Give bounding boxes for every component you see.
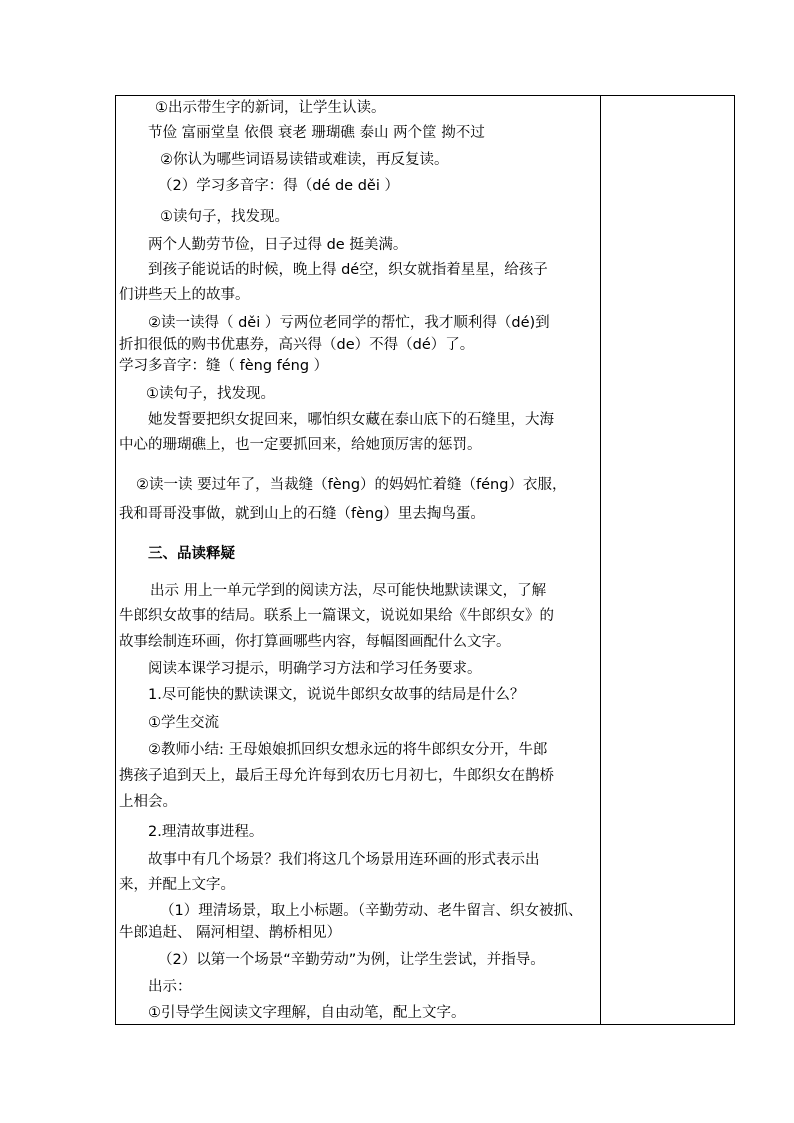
text-line: 阅读本课学习提示，明确学习方法和学习任务要求。 [148, 661, 482, 677]
text-line: 出示 用上一单元学到的阅读方法，尽可能快地默读课文，了解 [150, 583, 547, 599]
text-line: 两个人勤劳节俭，日子过得 de 挺美满。 [148, 237, 408, 253]
text-line: 学习多音字：缝（ fèng féng ） [119, 358, 329, 374]
text-line: （2）以第一个场景“辛勤劳动”为例，让学生尝试，并指导。 [158, 952, 545, 968]
text-line: （1）理清场景，取上小标题。（辛勤劳动、老牛留言、织女被抓、 [160, 903, 583, 919]
text-line: 她发誓要把织女捉回来，哪怕织女藏在泰山底下的石缝里，大海 [148, 412, 554, 428]
text-line: ①读句子，找发现。 [160, 209, 289, 225]
text-line: 节俭 富丽堂皇 依偎 衰老 珊瑚礁 泰山 两个筐 拗不过 [148, 125, 485, 141]
text-line: 携孩子追到天上，最后王母允许每到农历七月初七，牛郎织女在鹊桥 [119, 768, 554, 784]
text-line: （2）学习多音字：得（dé de děi ） [158, 178, 399, 194]
text-line: 2.理清故事进程。 [148, 824, 264, 840]
notes-cell [601, 96, 734, 1024]
text-line: ②读一读 要过年了，当裁缝（fèng）的妈妈忙着缝（féng）衣服， [136, 477, 567, 493]
text-line: 上相会。 [119, 794, 177, 810]
text-line: 牛郎织女故事的结局。联系上一篇课文，说说如果给《牛郎织女》的 [119, 608, 554, 624]
lesson-plan-table [115, 95, 735, 1025]
text-line: 我和哥哥没事做，就到山上的石缝（fèng）里去掏鸟蛋。 [119, 506, 485, 522]
text-line: ②读一读得（ děi ）亏两位老同学的帮忙，我才顺利得（dé)到 [148, 315, 550, 331]
text-line: 1.尽可能快的默读课文，说说牛郎织女故事的结局是什么？ [148, 687, 525, 703]
section-heading: 三、品读释疑 [148, 546, 235, 562]
text-line: 折扣很低的购书优惠券，高兴得（de）不得（dé）了。 [119, 337, 475, 353]
text-line: 出示： [148, 979, 192, 995]
text-line: ①学生交流 [148, 715, 219, 731]
text-line: 中心的珊瑚礁上，也一定要抓回来，给她顶厉害的惩罚。 [119, 437, 482, 453]
text-line: ①读句子，找发现。 [146, 386, 275, 402]
text-line: ②教师小结: 王母娘娘抓回织女想永远的将牛郎织女分开，牛郎 [148, 742, 548, 758]
lesson-content-cell [116, 96, 600, 1024]
text-line: ②你认为哪些词语易读错或难读，再反复读。 [160, 152, 449, 168]
text-line: ①出示带生字的新词，让学生认读。 [155, 100, 386, 116]
text-line: 到孩子能说话的时候，晚上得 dé空，织女就指着星星，给孩子 [148, 262, 548, 278]
text-line: 故事绘制连环画，你打算画哪些内容，每幅图画配什么文字。 [119, 634, 511, 650]
text-line: ①引导学生阅读文字理解，自由动笔，配上文字。 [148, 1005, 466, 1021]
text-line: 们讲些天上的故事。 [119, 287, 250, 303]
text-line: 来，并配上文字。 [119, 877, 235, 893]
text-line: 故事中有几个场景？我们将这几个场景用连环画的形式表示出 [148, 852, 540, 868]
text-line: 牛郎追赶、 隔河相望、鹊桥相见） [119, 925, 342, 941]
